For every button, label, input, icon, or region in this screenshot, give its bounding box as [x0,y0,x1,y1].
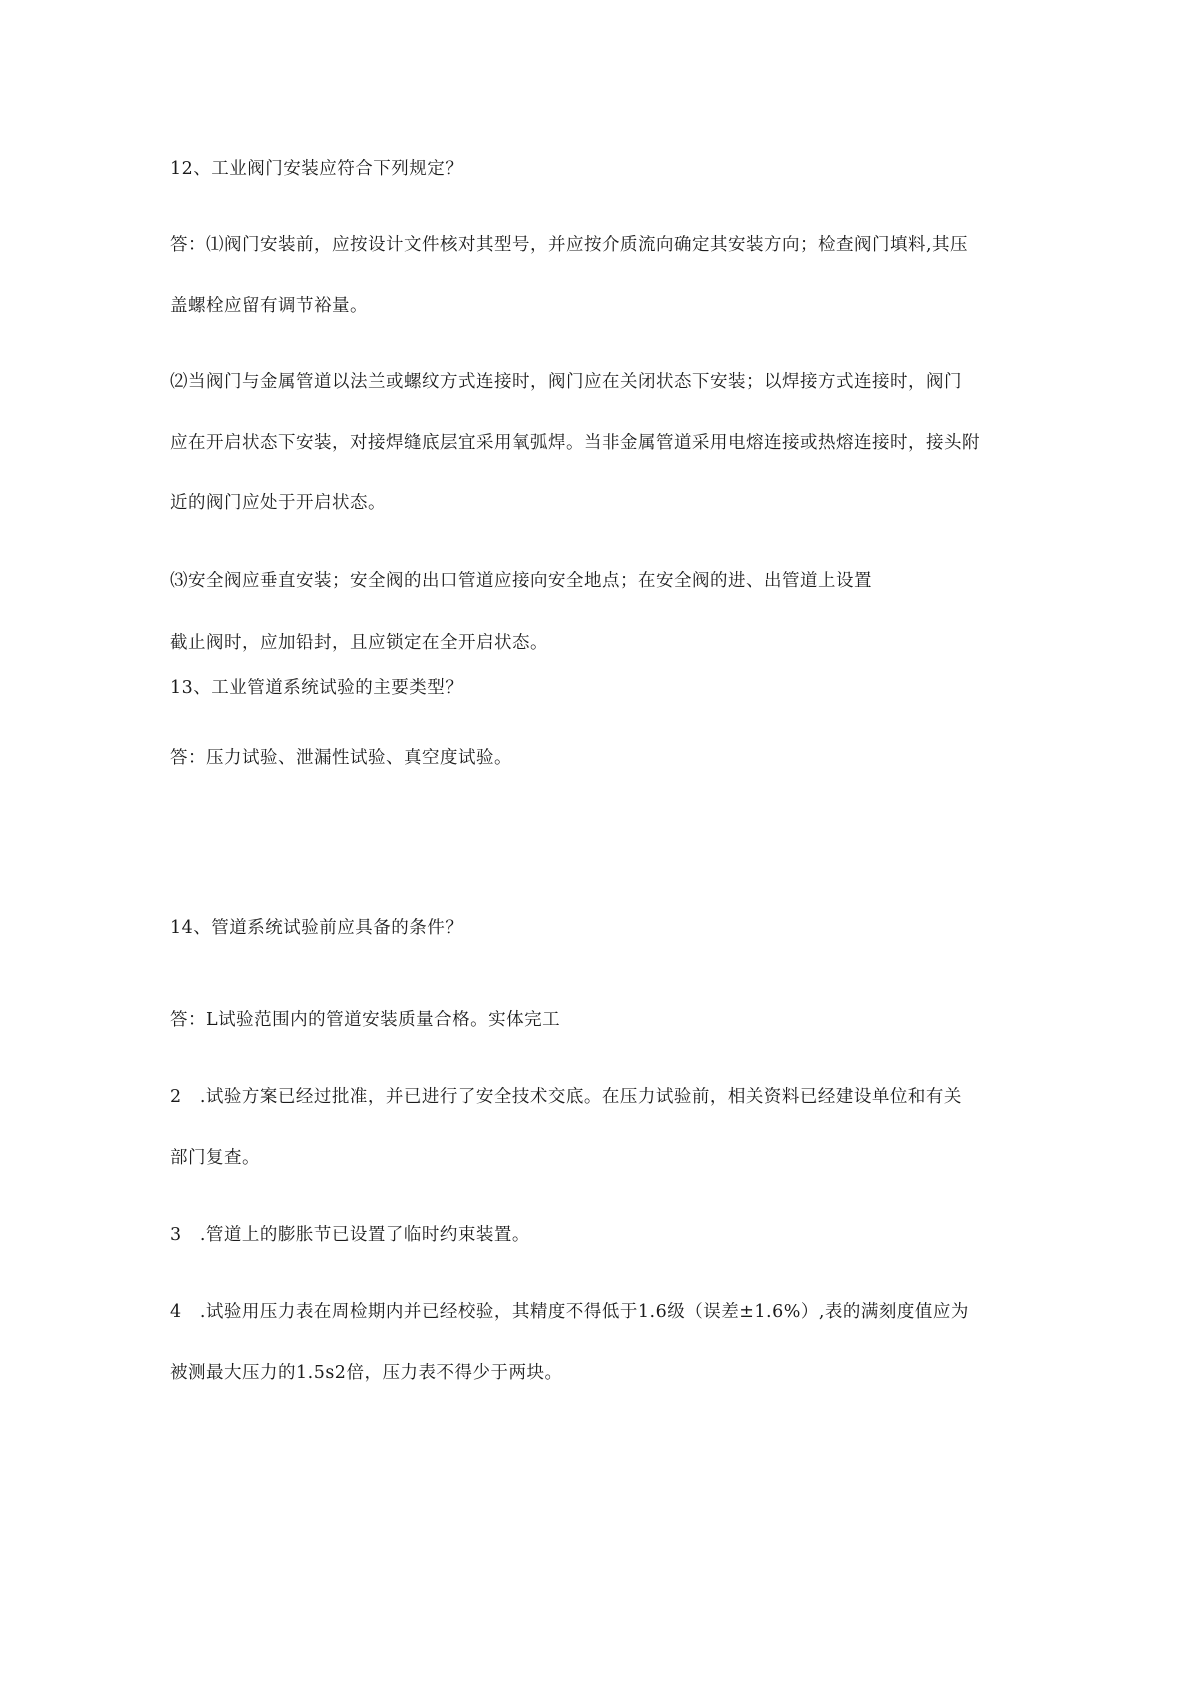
answer-12-item-3-line-1: ⑶安全阀应垂直安装；安全阀的出口管道应接向安全地点；在安全阀的进、出管道上设置 [170,571,872,591]
answer-14-item-2-line-2: 部门复查。 [170,1148,260,1168]
answer-14-item-3: 3 .管道上的膨胀节已设置了临时约束装置。 [170,1225,530,1245]
answer-13: 答：压力试验、泄漏性试验、真空度试验。 [170,748,512,768]
question-13-title: 13、工业管道系统试验的主要类型？ [170,678,464,698]
answer-12-item-2-line-1: ⑵当阀门与金属管道以法兰或螺纹方式连接时，阀门应在关闭状态下安装；以焊接方式连接时，阀门 [170,372,962,392]
answer-12-item-3-line-2: 截止阀时，应加铅封，且应锁定在全开启状态。 [170,633,548,653]
question-12-title: 12、工业阀门安装应符合下列规定？ [170,159,464,179]
answer-12-item-1-line-2: 盖螺栓应留有调节裕量。 [170,296,368,316]
answer-14-item-4-line-1: 4 .试验用压力表在周检期内并已经校验，其精度不得低于1.6级（误差±1.6%）,表的满刻度值应为 [170,1302,969,1322]
answer-14-item-1: 答：L试验范围内的管道安装质量合格。实体完工 [170,1010,561,1030]
answer-14-item-2-line-1: 2 .试验方案已经过批准，并已进行了安全技术交底。在压力试验前，相关资料已经建设单位和有关 [170,1087,962,1107]
answer-12-item-2-line-2: 应在开启状态下安装，对接焊缝底层宜采用氧弧焊。当非金属管道采用电熔连接或热熔连接时，接头附 [170,433,980,453]
answer-14-item-4-line-2: 被测最大压力的1.5s2倍，压力表不得少于两块。 [170,1363,563,1383]
question-14-title: 14、管道系统试验前应具备的条件？ [170,918,464,938]
answer-12-item-1-line-1: 答：⑴阀门安装前，应按设计文件核对其型号，并应按介质流向确定其安装方向；检查阀门填料,其压 [170,235,969,255]
answer-12-item-2-line-3: 近的阀门应处于开启状态。 [170,493,386,513]
